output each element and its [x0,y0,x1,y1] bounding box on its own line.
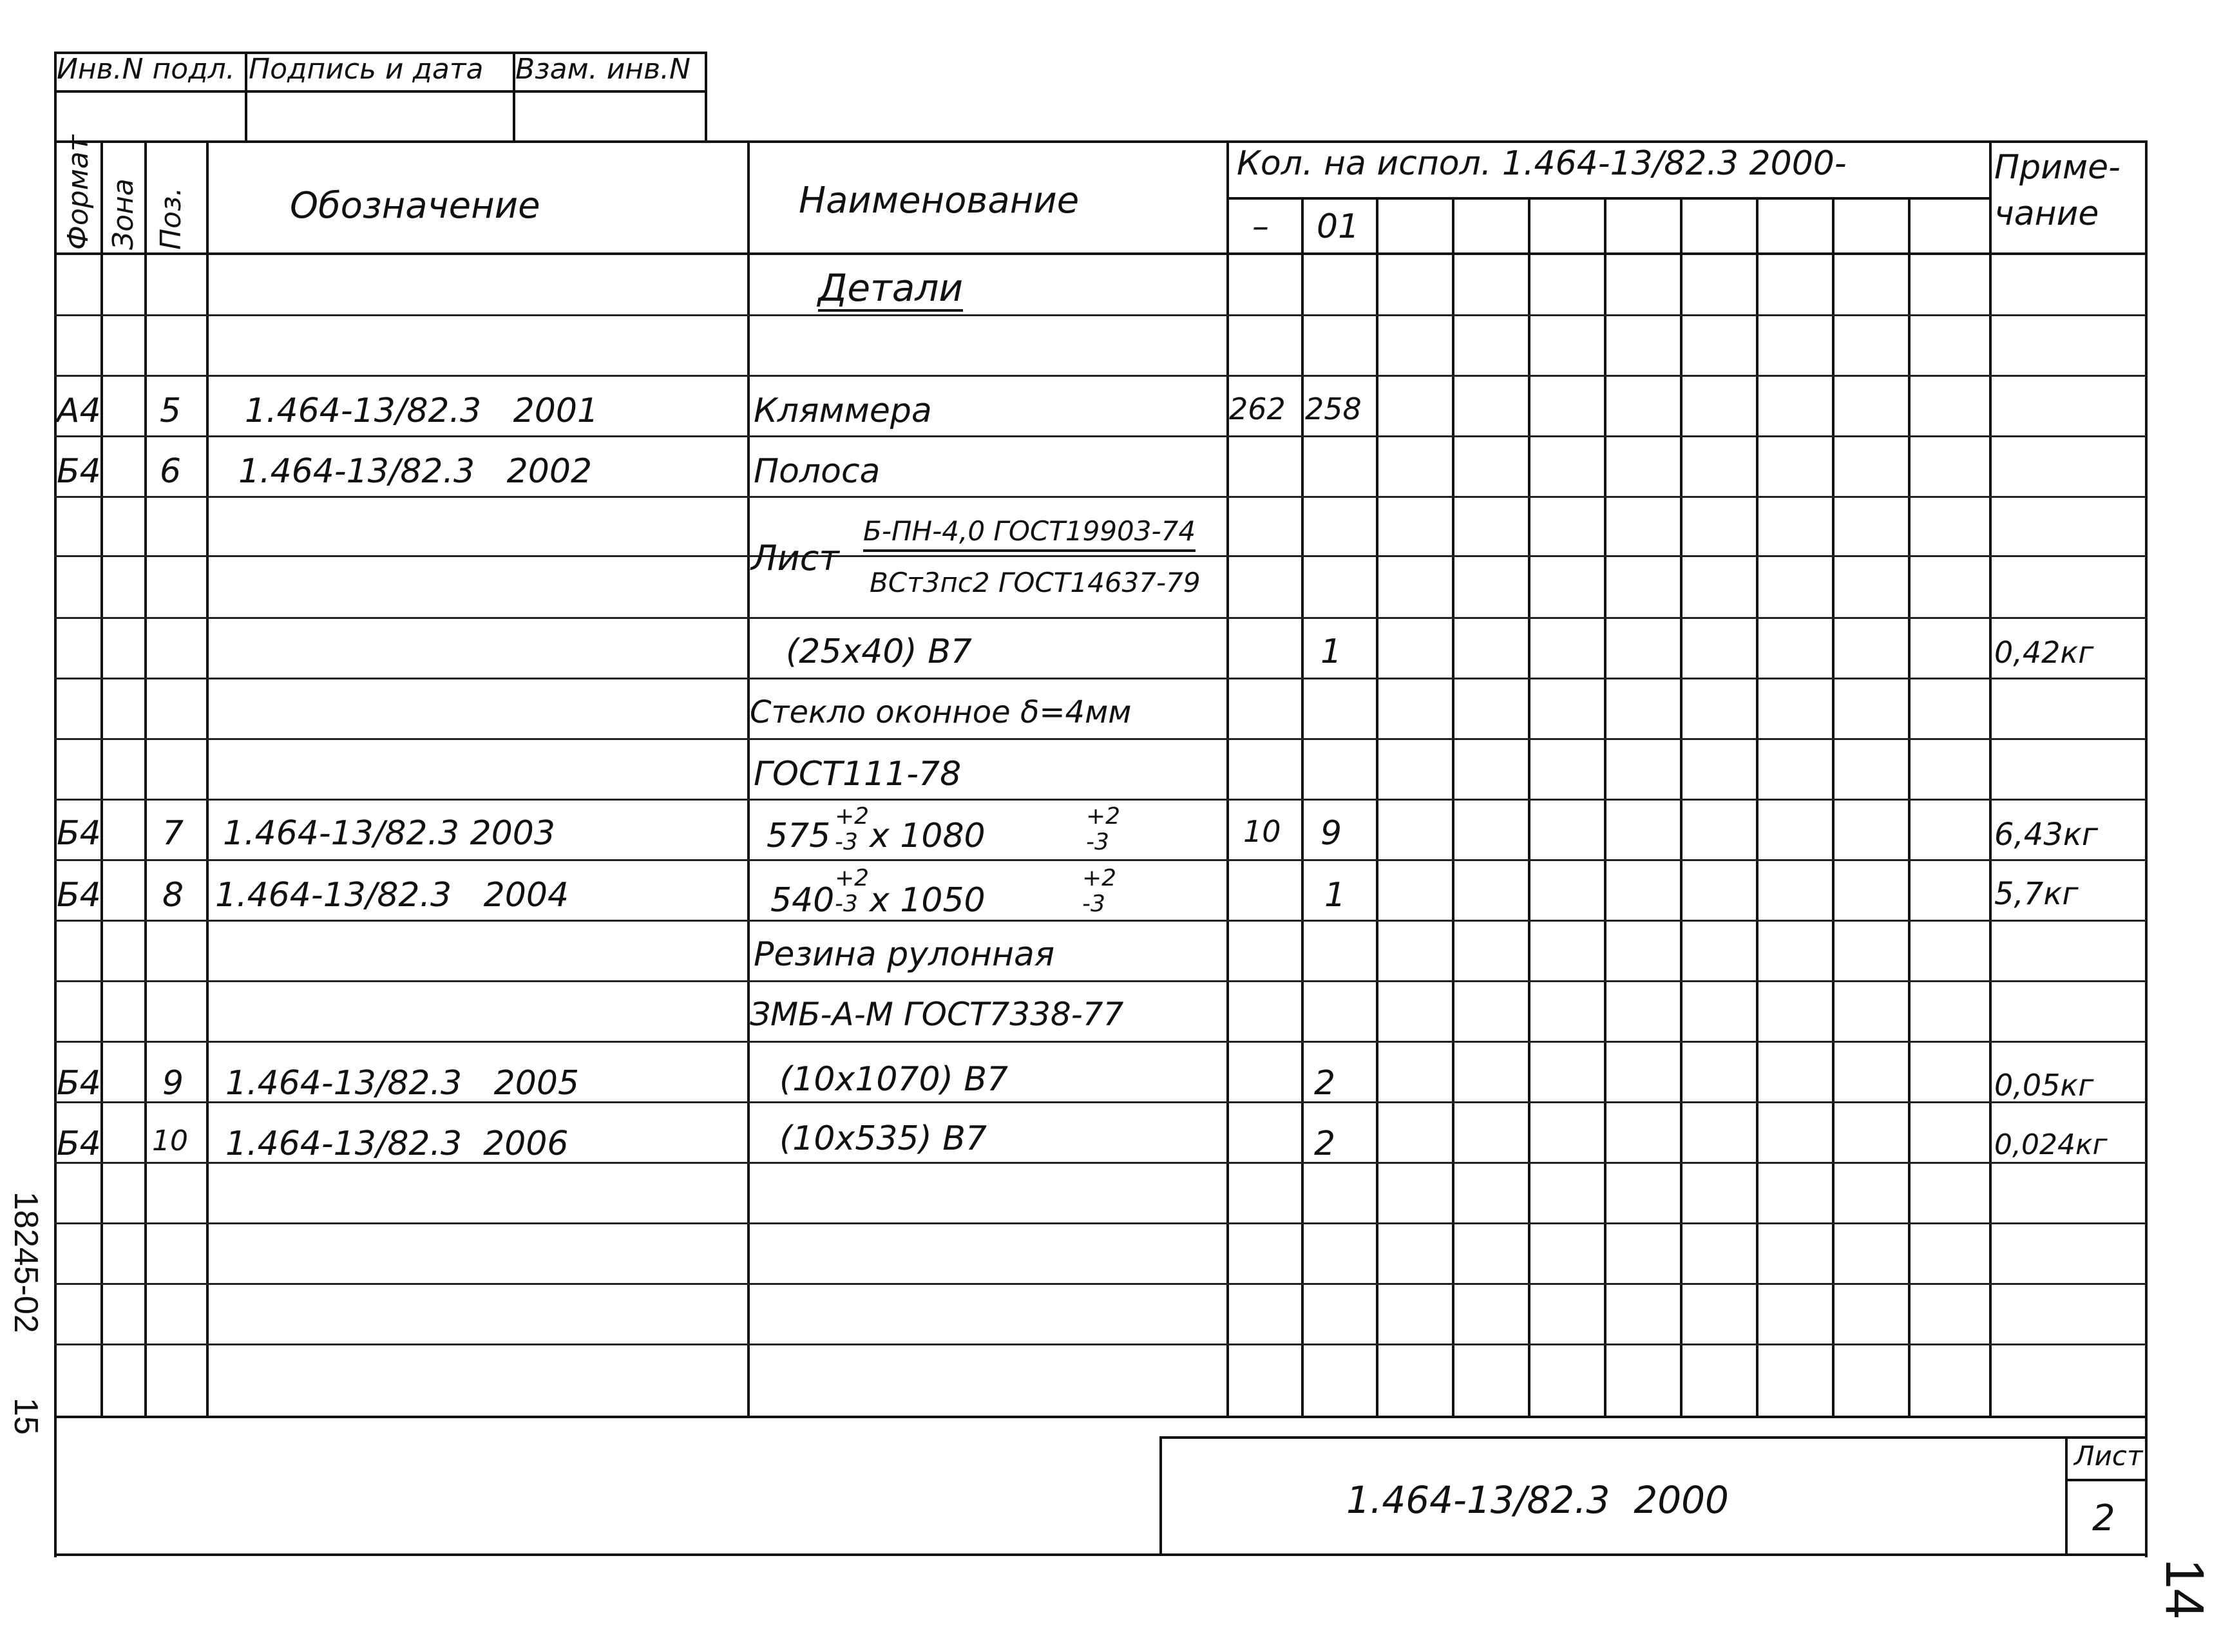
page-number: 14 [2155,1559,2215,1619]
archive-code: 18245-02 [7,1192,44,1333]
row-designation: 1.464-13/82.3 2003 [223,814,555,853]
header-qty-title: Кол. на испол. 1.464-13/82.3 2000- [1237,144,1847,183]
header-qty-col-dash: – [1252,207,1269,246]
header-name: Наименование [799,180,1080,222]
row-designation: 1.464-13/82.3 2004 [215,876,569,915]
row-qty-1: 2 [1314,1064,1336,1103]
row-note: 5,7кг [1994,876,2079,912]
row-note: 0,42кг [1994,635,2094,670]
row-qty-0: 10 [1243,814,1281,849]
row-name: (25х40) В7 [786,632,972,671]
stamp-replacement-label: Взам. инв.N [515,53,691,86]
row-name: (10х535) В7 [779,1119,987,1158]
row-pos: 9 [162,1064,184,1103]
row-name-top: Б-ПН-4,0 ГОСТ19903-74 [863,515,1196,552]
row-pos: 6 [160,452,182,491]
row-format: Б4 [57,1125,101,1163]
row-pos: 8 [162,876,184,915]
header-designation: Обозначение [290,185,540,227]
row-note: 0,024кг [1994,1128,2108,1161]
section-title: Детали [818,269,963,312]
row-name: Стекло оконное δ=4мм [750,694,1132,730]
row-qty-1: 9 [1320,814,1342,853]
row-name: Кляммера [754,392,932,430]
row-format: А4 [57,392,101,430]
header-note-line1: Приме- [1994,148,2120,187]
row-name-bottom: ВСт3пс2 ГОСТ14637-79 [870,567,1201,598]
row-format: Б4 [57,814,101,853]
row-note: 0,05кг [1994,1068,2094,1103]
row-designation: 1.464-13/82.3 2005 [225,1064,580,1103]
row-name-mid: х 1080 [870,817,986,855]
row-pos: 7 [162,814,184,853]
sheet-label: Лист [2074,1440,2143,1472]
row-designation: 1.464-13/82.3 2006 [225,1125,569,1163]
row-name-prefix: Лист [751,538,839,578]
row-designation: 1.464-13/82.3 2002 [238,452,593,491]
row-name: 540 [770,881,835,920]
row-name: (10х1070) В7 [779,1060,1009,1099]
row-tol-a-top: +2 [835,865,870,891]
row-format: Б4 [57,876,101,915]
row-qty-1: 1 [1320,632,1342,671]
row-tol-b-bottom: -3 [1082,891,1105,917]
row-name: ГОСТ111-78 [754,755,962,793]
doc-number: 1.464-13/82.3 2000 [1346,1478,1729,1522]
header-pos: Поз. [155,187,187,250]
archive-sheet: 15 [7,1398,44,1435]
row-qty-0: 262 [1229,392,1286,426]
stamp-signature-label: Подпись и дата [249,53,484,86]
row-qty-1: 2 [1314,1125,1336,1163]
header-zone: Зона [107,178,140,250]
header-format: Формат [62,135,95,250]
row-name: Резина рулонная [754,935,1055,974]
row-format: Б4 [57,452,101,491]
stamp-inv-label: Инв.N подл. [57,53,235,86]
row-pos: 5 [160,392,182,430]
row-name: 575 [767,817,831,855]
row-name: ЗМБ-А-М ГОСТ7338-77 [750,996,1124,1033]
row-tol-b-bottom: -3 [1086,829,1109,855]
row-pos: 10 [152,1125,188,1157]
row-format: Б4 [57,1064,101,1103]
row-tol-b-top: +2 [1086,803,1121,830]
row-designation: 1.464-13/82.3 2001 [245,392,599,430]
row-name: Полоса [754,452,881,491]
row-note: 6,43кг [1994,817,2099,853]
row-qty-1: 1 [1324,876,1346,915]
header-note-line2: чание [1994,195,2099,233]
row-tol-b-top: +2 [1082,865,1117,891]
row-name-mid: х 1050 [870,881,986,920]
row-qty-1: 258 [1305,392,1362,426]
row-tol-a-bottom: -3 [835,829,858,855]
row-tol-a-top: +2 [835,803,870,830]
sheet-number: 2 [2092,1497,2115,1539]
header-qty-col-01: 01 [1317,207,1360,246]
row-tol-a-bottom: -3 [835,891,858,917]
